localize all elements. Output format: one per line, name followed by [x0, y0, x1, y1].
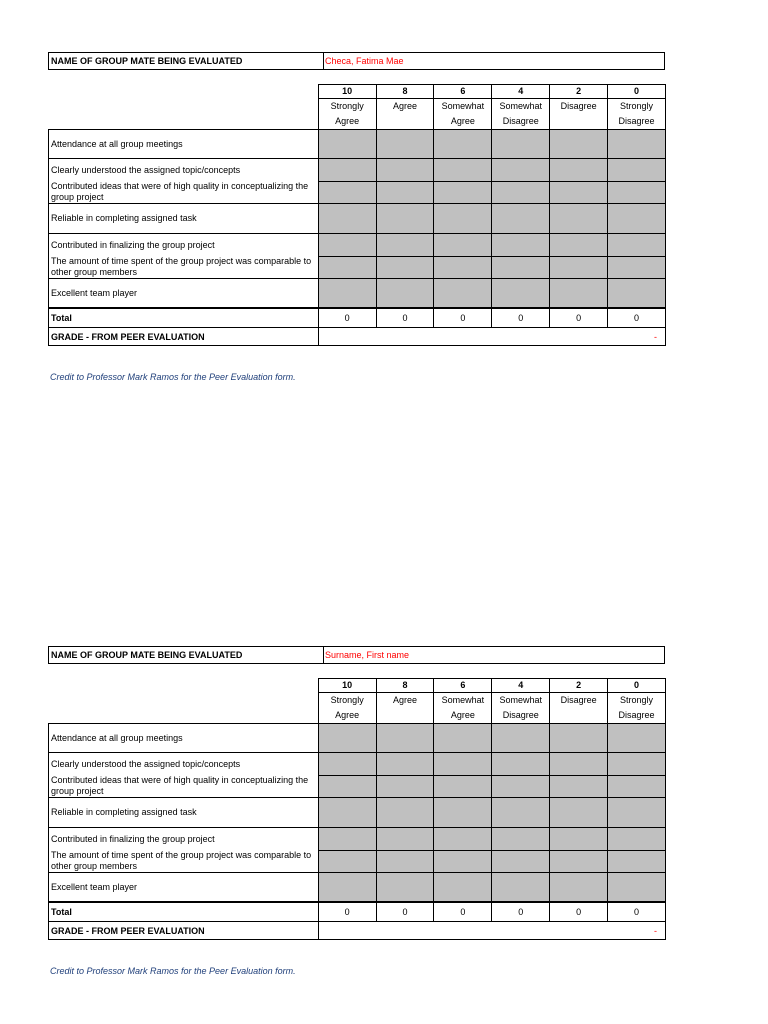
rating-cell[interactable] [492, 873, 550, 903]
rating-cell[interactable] [376, 798, 434, 828]
name-value-field[interactable]: Surname, First name [325, 650, 410, 660]
descriptor-header: Disagree [550, 99, 608, 130]
total-value: 0 [434, 308, 492, 328]
rating-cell[interactable] [608, 798, 666, 828]
grade-label: GRADE - FROM PEER EVALUATION [49, 922, 319, 940]
credit-note: Credit to Professor Mark Ramos for the Peer Evaluation form. [50, 966, 296, 976]
rating-cell[interactable] [434, 130, 492, 159]
rating-cell[interactable] [318, 181, 376, 204]
rating-cell[interactable] [550, 130, 608, 159]
rating-cell[interactable] [492, 256, 550, 279]
rating-cell[interactable] [318, 724, 376, 753]
criterion-label: Clearly understood the assigned topic/concepts [49, 159, 319, 182]
rating-cell[interactable] [550, 798, 608, 828]
credit-note: Credit to Professor Mark Ramos for the Peer Evaluation form. [50, 372, 296, 382]
criterion-row [49, 775, 666, 798]
rating-cell[interactable] [492, 775, 550, 798]
total-value: 0 [608, 308, 666, 328]
rating-cell[interactable] [376, 181, 434, 204]
grade-label: GRADE - FROM PEER EVALUATION [49, 328, 319, 346]
descriptor-header: Somewhat Disagree [492, 99, 550, 130]
descriptor-header: Strongly Agree [318, 693, 376, 724]
criterion-label: The amount of time spent of the group project was comparable to other group members [49, 256, 319, 279]
descriptor-header: Somewhat Agree [434, 99, 492, 130]
rating-cell[interactable] [434, 279, 492, 309]
criterion-label: Reliable in completing assigned task [49, 204, 319, 234]
rating-cell[interactable] [608, 130, 666, 159]
criterion-row [49, 798, 666, 828]
rating-cell[interactable] [318, 159, 376, 182]
score-header: 8 [376, 85, 434, 99]
total-value: 0 [492, 308, 550, 328]
rating-cell[interactable] [608, 850, 666, 873]
score-header: 4 [492, 679, 550, 693]
rating-cell[interactable] [318, 828, 376, 851]
rating-cell[interactable] [492, 234, 550, 257]
rating-cell[interactable] [550, 850, 608, 873]
descriptor-header: Somewhat Agree [434, 693, 492, 724]
descriptor-header: Agree [376, 693, 434, 724]
rating-cell[interactable] [608, 159, 666, 182]
header-spacer [49, 85, 319, 99]
rating-cell[interactable] [434, 828, 492, 851]
rating-cell[interactable] [550, 204, 608, 234]
rating-cell[interactable] [434, 256, 492, 279]
descriptor-header: Strongly Disagree [608, 693, 666, 724]
rating-cell[interactable] [434, 753, 492, 776]
name-label: NAME OF GROUP MATE BEING EVALUATED [49, 647, 324, 663]
descriptor-header: Strongly Disagree [608, 99, 666, 130]
descriptor-header: Disagree [550, 693, 608, 724]
total-value: 0 [318, 902, 376, 922]
rating-cell[interactable] [608, 279, 666, 309]
rating-cell[interactable] [608, 753, 666, 776]
rating-cell[interactable] [608, 256, 666, 279]
rating-cell[interactable] [550, 181, 608, 204]
criterion-row [49, 256, 666, 279]
rating-cell[interactable] [550, 724, 608, 753]
criterion-row [49, 724, 666, 753]
rating-cell[interactable] [434, 798, 492, 828]
criterion-row [49, 159, 666, 182]
total-value: 0 [434, 902, 492, 922]
score-header: 0 [608, 679, 666, 693]
header-spacer [49, 693, 319, 724]
rating-cell[interactable] [376, 873, 434, 903]
rating-cell[interactable] [434, 159, 492, 182]
rating-cell[interactable] [434, 873, 492, 903]
total-value: 0 [376, 902, 434, 922]
rating-cell[interactable] [492, 850, 550, 873]
rating-cell[interactable] [376, 724, 434, 753]
rating-cell[interactable] [434, 181, 492, 204]
rating-cell[interactable] [318, 256, 376, 279]
score-header: 2 [550, 679, 608, 693]
total-value: 0 [608, 902, 666, 922]
rating-cell[interactable] [608, 724, 666, 753]
rating-cell[interactable] [318, 775, 376, 798]
rating-cell[interactable] [434, 234, 492, 257]
grade-value: - [318, 922, 665, 940]
criterion-row [49, 181, 666, 204]
rating-cell[interactable] [376, 159, 434, 182]
rating-cell[interactable] [492, 159, 550, 182]
criterion-label: Contributed in finalizing the group project [49, 828, 319, 851]
total-value: 0 [550, 308, 608, 328]
rating-cell[interactable] [376, 130, 434, 159]
rating-cell[interactable] [492, 753, 550, 776]
total-value: 0 [550, 902, 608, 922]
rating-cell[interactable] [550, 873, 608, 903]
criterion-row [49, 753, 666, 776]
rating-table [48, 678, 666, 940]
rating-cell[interactable] [434, 850, 492, 873]
criterion-label: Excellent team player [49, 279, 319, 309]
score-header: 8 [376, 679, 434, 693]
rating-cell[interactable] [608, 181, 666, 204]
criterion-label: Contributed ideas that were of high quality in conceptualizing the group project [49, 775, 319, 798]
rating-cell[interactable] [550, 279, 608, 309]
rating-cell[interactable] [608, 234, 666, 257]
criterion-row [49, 204, 666, 234]
descriptor-header: Strongly Agree [318, 99, 376, 130]
rating-cell[interactable] [550, 828, 608, 851]
criterion-label: Contributed ideas that were of high quality in conceptualizing the group project [49, 181, 319, 204]
score-header: 10 [318, 679, 376, 693]
criterion-label: Clearly understood the assigned topic/concepts [49, 753, 319, 776]
rating-cell[interactable] [550, 234, 608, 257]
score-header: 6 [434, 85, 492, 99]
criterion-row [49, 130, 666, 159]
total-value: 0 [376, 308, 434, 328]
rating-cell[interactable] [318, 753, 376, 776]
rating-cell[interactable] [318, 279, 376, 309]
score-header: 4 [492, 85, 550, 99]
rating-cell[interactable] [492, 828, 550, 851]
criterion-label: Attendance at all group meetings [49, 130, 319, 159]
criterion-row [49, 873, 666, 903]
criterion-row [49, 234, 666, 257]
score-header: 0 [608, 85, 666, 99]
score-header: 10 [318, 85, 376, 99]
rating-cell[interactable] [318, 850, 376, 873]
rating-cell[interactable] [376, 234, 434, 257]
descriptor-header: Somewhat Disagree [492, 693, 550, 724]
rating-cell[interactable] [608, 828, 666, 851]
rating-cell[interactable] [318, 204, 376, 234]
rating-cell[interactable] [376, 753, 434, 776]
rating-cell[interactable] [376, 256, 434, 279]
total-value: 0 [492, 902, 550, 922]
rating-cell[interactable] [318, 873, 376, 903]
name-label: NAME OF GROUP MATE BEING EVALUATED [49, 53, 324, 69]
criterion-label: Reliable in completing assigned task [49, 798, 319, 828]
total-label: Total [49, 902, 319, 922]
criterion-row [49, 850, 666, 873]
criterion-row [49, 828, 666, 851]
rating-cell[interactable] [492, 798, 550, 828]
rating-cell[interactable] [318, 130, 376, 159]
rating-cell[interactable] [376, 775, 434, 798]
rating-cell[interactable] [608, 775, 666, 798]
descriptor-header: Agree [376, 99, 434, 130]
rating-cell[interactable] [550, 159, 608, 182]
rating-cell[interactable] [550, 775, 608, 798]
criterion-row [49, 279, 666, 309]
rating-cell[interactable] [434, 204, 492, 234]
rating-cell[interactable] [434, 775, 492, 798]
rating-cell[interactable] [492, 181, 550, 204]
criterion-label: Attendance at all group meetings [49, 724, 319, 753]
header-spacer [49, 679, 319, 693]
rating-cell[interactable] [318, 798, 376, 828]
rating-cell[interactable] [376, 828, 434, 851]
total-label: Total [49, 308, 319, 328]
total-value: 0 [318, 308, 376, 328]
rating-cell[interactable] [318, 234, 376, 257]
criterion-label: The amount of time spent of the group project was comparable to other group members [49, 850, 319, 873]
rating-cell[interactable] [492, 724, 550, 753]
score-header: 6 [434, 679, 492, 693]
rating-cell[interactable] [608, 204, 666, 234]
name-row [48, 52, 665, 70]
rating-cell[interactable] [492, 130, 550, 159]
criterion-label: Excellent team player [49, 873, 319, 903]
criterion-label: Contributed in finalizing the group project [49, 234, 319, 257]
name-value-field[interactable]: Checa, Fatima Mae [325, 56, 404, 66]
score-header: 2 [550, 85, 608, 99]
grade-value: - [318, 328, 665, 346]
rating-cell[interactable] [492, 204, 550, 234]
rating-cell[interactable] [550, 256, 608, 279]
rating-cell[interactable] [434, 724, 492, 753]
rating-cell[interactable] [376, 204, 434, 234]
rating-table [48, 84, 666, 346]
header-spacer [49, 99, 319, 130]
name-row [48, 646, 665, 664]
rating-cell[interactable] [550, 753, 608, 776]
rating-cell[interactable] [492, 279, 550, 309]
rating-cell[interactable] [376, 850, 434, 873]
rating-cell[interactable] [376, 279, 434, 309]
rating-cell[interactable] [608, 873, 666, 903]
